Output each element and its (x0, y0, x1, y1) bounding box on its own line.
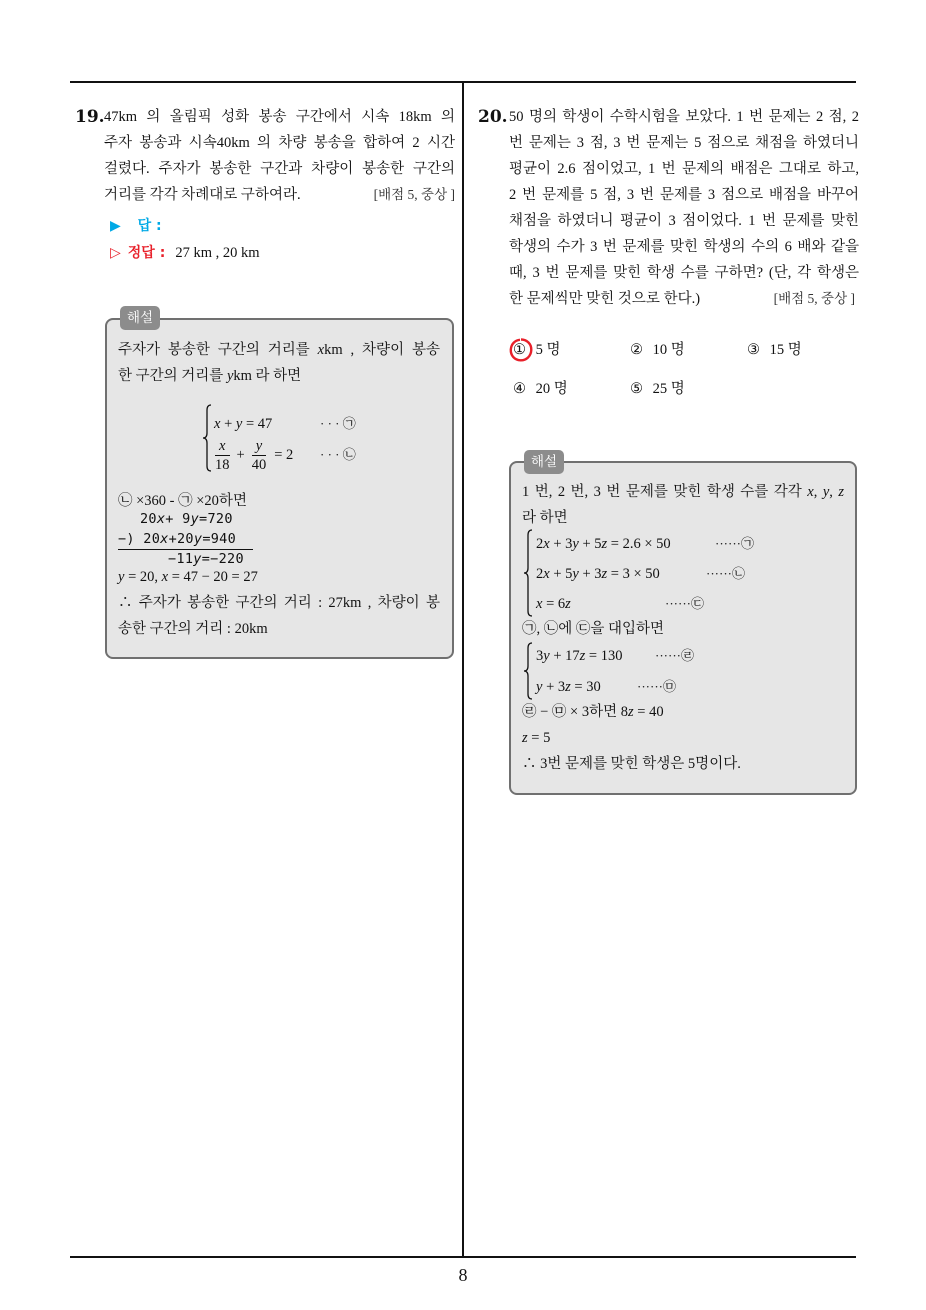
option-1-text: 5 명 (535, 342, 561, 358)
option-1-symbol: ① (513, 342, 526, 358)
problem-20-line-8-text: 한 문제씩만 맞힌 것으로 한다.) (509, 291, 701, 307)
option-5-text: 25 명 (652, 381, 685, 397)
left-brace-icon (523, 529, 533, 617)
exp19-eq2 (213, 437, 293, 473)
bottom-rule (70, 1256, 856, 1258)
exp19-eq2-tag: · · · ㉡ (320, 447, 356, 462)
exp20-sys2-tag2: ······㉤ (637, 679, 676, 694)
problem-19-line-4 (104, 184, 455, 206)
column-divider (462, 82, 464, 1257)
exp20-sys2-eq2: y + 3z = 30 (536, 679, 601, 695)
problem-19-number: 19. (75, 107, 105, 127)
play-arrow-icon: ▶ (110, 218, 121, 234)
problem-20-line-7: 때, 3 번 문제를 맞힌 학생 수를 구하면? (단, 각 학생은 (509, 265, 859, 281)
problem-20-line-6: 학생의 수가 3 번 문제를 맞힌 학생의 수의 6 배와 같을 (509, 239, 859, 255)
problem-20-line-1: 50 명의 학생이 수학시험을 보았다. 1 번 문제는 2 점, 2 (509, 109, 859, 125)
fraction-denominator: 18 (215, 456, 230, 473)
option-3-text: 15 명 (769, 342, 802, 358)
problem-19-line-1: 47km 의 올림픽 성화 봉송 구간에서 시속 18km 의 (104, 109, 455, 125)
answer-label: 답 : (137, 218, 162, 234)
option-5 (630, 378, 685, 400)
exp20-sys2-eq1: 3y + 17z = 130 (536, 648, 623, 664)
plus-sign: + (236, 447, 245, 463)
exp20-sys1-tag2: ······㉡ (706, 566, 745, 581)
fraction-denominator: 40 (251, 456, 267, 473)
outline-arrow-icon: ▷ (110, 245, 121, 261)
exp20-substitute: ㉠, ㉡에 ㉢을 대입하면 (522, 621, 665, 637)
exp19-work-4: −11y=−220 (168, 551, 244, 567)
option-5-symbol: ⑤ (630, 381, 643, 397)
fraction (252, 438, 267, 473)
left-brace-icon (202, 404, 212, 472)
exp20-sys2-tag1: ······㉣ (655, 648, 694, 663)
problem-19-line-4-text: 거리를 각각 차례대로 구하여라. (104, 187, 301, 203)
option-4-symbol: ④ (513, 381, 526, 397)
exp19-conclusion-2: 송한 구간의 거리 : 20km (118, 621, 268, 637)
exp19-conclusion-1: ∴ 주자가 봉송한 구간의 거리 : 27km , 차량이 봉 (118, 595, 440, 611)
fraction (215, 438, 230, 473)
exp19-work-3: −) 20x+20y=940 (118, 531, 237, 547)
problem-19-line-3: 걸렸다. 주자가 봉송한 구간과 차량이 봉송한 구간의 (104, 161, 455, 177)
problem-19-score: [배점 5, 중상 ] (373, 187, 455, 202)
exp19-line-1: 주자가 봉송한 구간의 거리를 xkm , 차량이 봉송 (118, 342, 440, 358)
exp19-work-2: 20x+ 9y=720 (140, 511, 233, 527)
correct-value: 27 km , 20 km (175, 245, 260, 261)
problem-20-number: 20. (478, 107, 508, 127)
exp20-line-1: 1 번, 2 번, 3 번 문제를 맞힌 학생 수를 각각 x, y, z (522, 484, 845, 500)
exp20-sys1-eq1: 2x + 3y + 5z = 2.6 × 50 (536, 536, 671, 552)
exp20-step-1: ㉣ − ㉤ × 3하면 8z = 40 (522, 704, 664, 720)
option-4 (513, 378, 568, 400)
page-number: 8 (458, 1265, 468, 1285)
exp20-sys1-eq2: 2x + 5y + 3z = 3 × 50 (536, 566, 660, 582)
exp19-work-5: y = 20, x = 47 − 20 = 27 (118, 569, 258, 585)
problem-20-explanation-tab: 해설 (524, 450, 564, 474)
fraction-numerator: y (255, 437, 263, 454)
option-2-symbol: ② (630, 342, 643, 358)
option-4-text: 20 명 (535, 381, 568, 397)
exp20-sys1-tag3: ······㉢ (665, 596, 704, 611)
exp20-step-2: z = 5 (522, 730, 551, 746)
problem-20-score: [배점 5, 중상 ] (773, 291, 855, 306)
problem-19-explanation-tab: 해설 (120, 306, 160, 330)
problem-19-correct-answer (110, 242, 260, 264)
left-brace-icon (523, 642, 533, 700)
exp19-work-1: ㉡ ×360 - ㉠ ×20하면 (118, 493, 247, 509)
option-3 (747, 339, 802, 361)
option-2-text: 10 명 (652, 342, 685, 358)
exp20-sys1-tag1: ······㉠ (715, 536, 754, 551)
exp19-eq1: x + y = 47 (214, 416, 273, 432)
exp20-line-2: 라 하면 (522, 510, 568, 526)
exp20-conclusion: ∴ 3번 문제를 맞힌 학생은 5명이다. (522, 756, 741, 772)
selected-answer-circle-icon (508, 337, 534, 363)
problem-20-line-5: 채점을 하였더니 평균이 3 점이었다. 1 번 문제를 맞힌 (509, 213, 859, 229)
option-2 (630, 339, 685, 361)
problem-19-answer (110, 215, 162, 237)
problem-20-line-4: 2 번 문제를 5 점, 3 번 문제를 3 점으로 배점을 바꾸어 (509, 187, 859, 203)
exp19-line-2: 한 구간의 거리를 ykm 라 하면 (118, 368, 302, 384)
problem-20-line-2: 번 문제는 3 점, 3 번 문제는 5 점으로 채점을 하였더니 (509, 135, 859, 151)
exp19-eq1-tag: · · · ㉠ (320, 416, 356, 431)
equation-rhs: = 2 (274, 447, 294, 463)
problem-20-line-3: 평균이 2.6 점이었고, 1 번 문제의 배점은 그대로 하고, (509, 161, 859, 177)
exp20-sys1-eq3: x = 6z (536, 596, 571, 612)
option-3-symbol: ③ (747, 342, 760, 358)
fraction-numerator: x (219, 437, 226, 454)
correct-label: 정답 : (127, 245, 166, 261)
problem-20-line-8 (509, 288, 855, 310)
problem-19-line-2: 주자 봉송과 시속40km 의 차량 봉송을 합하여 2 시간 (104, 135, 455, 151)
